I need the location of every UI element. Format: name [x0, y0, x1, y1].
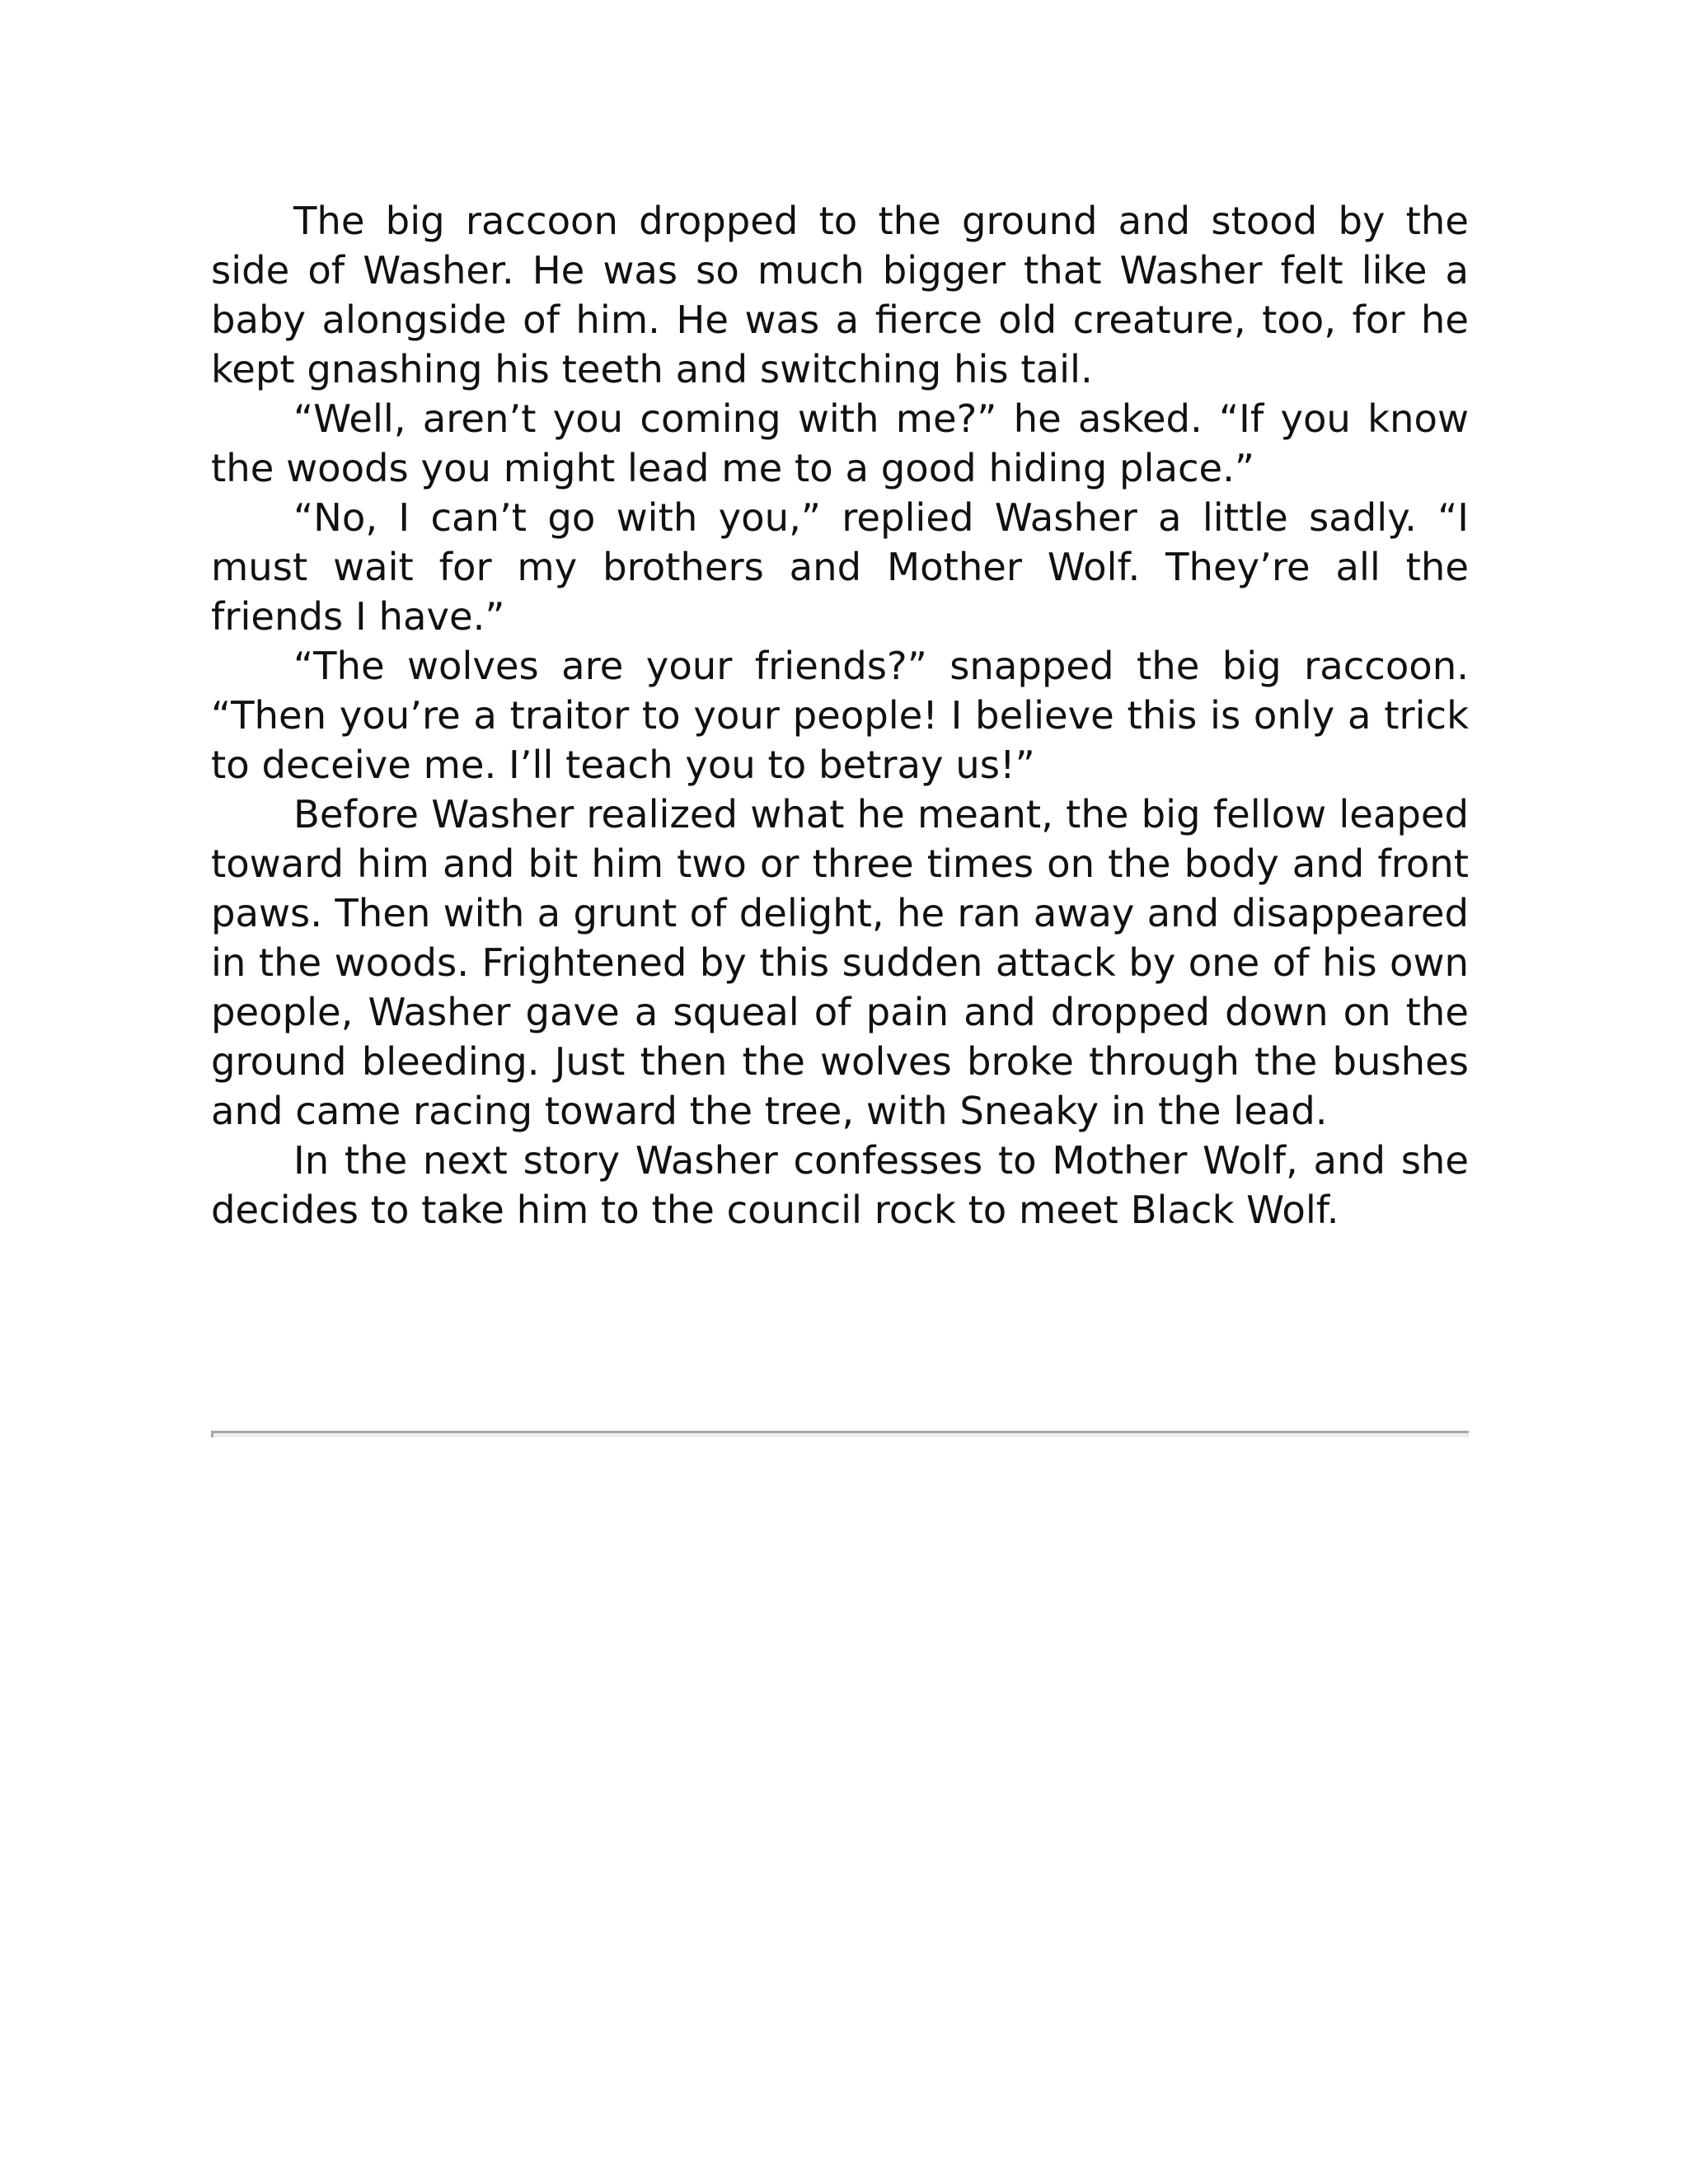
paragraph-2: “Well, aren’t you coming with me?” he asked. “If you know the woods you might lead me to a good hiding place.” [211, 396, 1469, 490]
paragraph-3: “No, I can’t go with you,” replied Washer a little sadly. “I must wait for my brothers and Mother Wolf. They’re all the friends I have.” [211, 495, 1469, 639]
paragraph-6: In the next story Washer confesses to Mother Wolf, and she decides to take him to the council rock to meet Black Wolf. [211, 1138, 1469, 1232]
paragraph-5: Before Washer realized what he meant, the big fellow leaped toward him and bit him two or three times on the body and front paws. Then with a grunt of delight, he ran away and disappeared in the woods. Frightened by this sudden attack by one of his own people, Washer gave a squeal of pain and dropped down on the ground bleeding. Just then the wolves broke through the bushes and came racing toward the tree, with Sneaky in the lead. [211, 792, 1469, 1133]
divider-shadow [211, 1433, 1469, 1437]
paragraph-4: “The wolves are your friends?” snapped the big raccoon. “Then you’re a traitor to your people! I believe this is only a trick to deceive me. I’ll teach you to betray us!” [211, 644, 1469, 787]
horizontal-divider [211, 1431, 1469, 1433]
divider-left-cap [211, 1431, 213, 1437]
paragraph-1: The big raccoon dropped to the ground and stood by the side of Washer. He was so much bigger that Washer felt like a baby alongside of him. He was a fierce old creature, too, for he kept gnashing his teeth and switching his tail. [211, 199, 1469, 391]
story-text [211, 196, 1469, 1235]
